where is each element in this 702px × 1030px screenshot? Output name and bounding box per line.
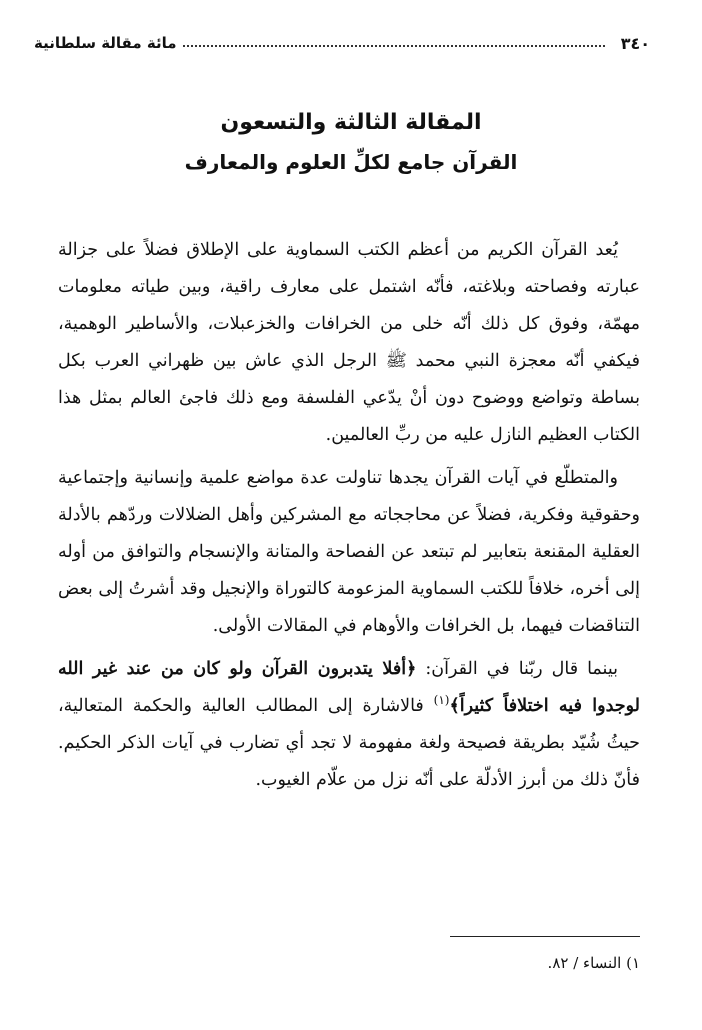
footnote-separator <box>450 936 640 937</box>
quran-quote: ﴿أفلا يتدبرون القرآن ولو كان من عند غير الله لوجدوا فيه اختلافاً كثيراً﴾ <box>58 659 640 716</box>
paragraph-3-intro: بينما قال ربّنا في القرآن: <box>416 659 618 679</box>
page-number: ٣٤٠ <box>620 33 650 53</box>
footnote-reference: (١) <box>433 693 450 708</box>
paragraph-2: والمتطلّع في آيات القرآن يجدها تناولت عدة مواضع علمية وإنسانية وإجتماعية وحقوقية وفكرية، فضلاً عن محاججاته مع المشركين وأهل الضلالات وردّهم بالأدلة العقلية المقنعة بتعابير لم تبتعد عن الفصاحة والمتانة والإنسجام والتوافق من أوله إلى أخره، خلافاً للكتب السماوية المزعومة كالتوراة والإنجيل وقد أشرتُ إلى بعض التناقضات فيهما، بل الخرافات والأوهام في المقالات الأولى. <box>58 468 640 636</box>
header-dot-leader <box>183 45 605 47</box>
chapter-title: المقالة الثالثة والتسعون <box>220 110 482 135</box>
chapter-subtitle: القرآن جامع لكلِّ العلوم والمعارف <box>184 150 518 174</box>
running-header <box>34 30 650 56</box>
book-title: مائة مقالة سلطانية <box>34 34 177 52</box>
footnote: ١) النساء / ٨٢. <box>547 954 640 972</box>
body-text <box>58 232 640 799</box>
paragraph-3-rest: فالاشارة إلى المطالب العالية والحكمة المتعالية، حيثُ شُيّد بطريقة فصيحة ولغة مفهومة لا تجد أي تضارب في آيات الذكر الحكيم. فأنّ ذلك من أبرز الأدلّة على أنّه نزل من علّام الغيوب. <box>58 696 640 790</box>
paragraph-1: يُعد القرآن الكريم من أعظم الكتب السماوية على الإطلاق فضلاً على جزالة عبارته وفصاحته وبلاغته، فأنّه اشتمل على معارف راقية، وبين طياته معلومات مهمّة، وفوق كل ذلك أنّه خلى من الخرافات والخزعبلات، والأساطير الوهمية، فيكفي أنّه معجزة النبي محمد ﷺ الرجل الذي عاش بين ظهراني العرب بكل بساطة وتواضع ووضوح دون أنْ يدّعي الفلسفة ومع ذلك فاجئ العالم بمثل هذا الكتاب العظيم النازل عليه من ربِّ العالمين. <box>58 240 640 445</box>
paragraph-3 <box>58 651 640 799</box>
